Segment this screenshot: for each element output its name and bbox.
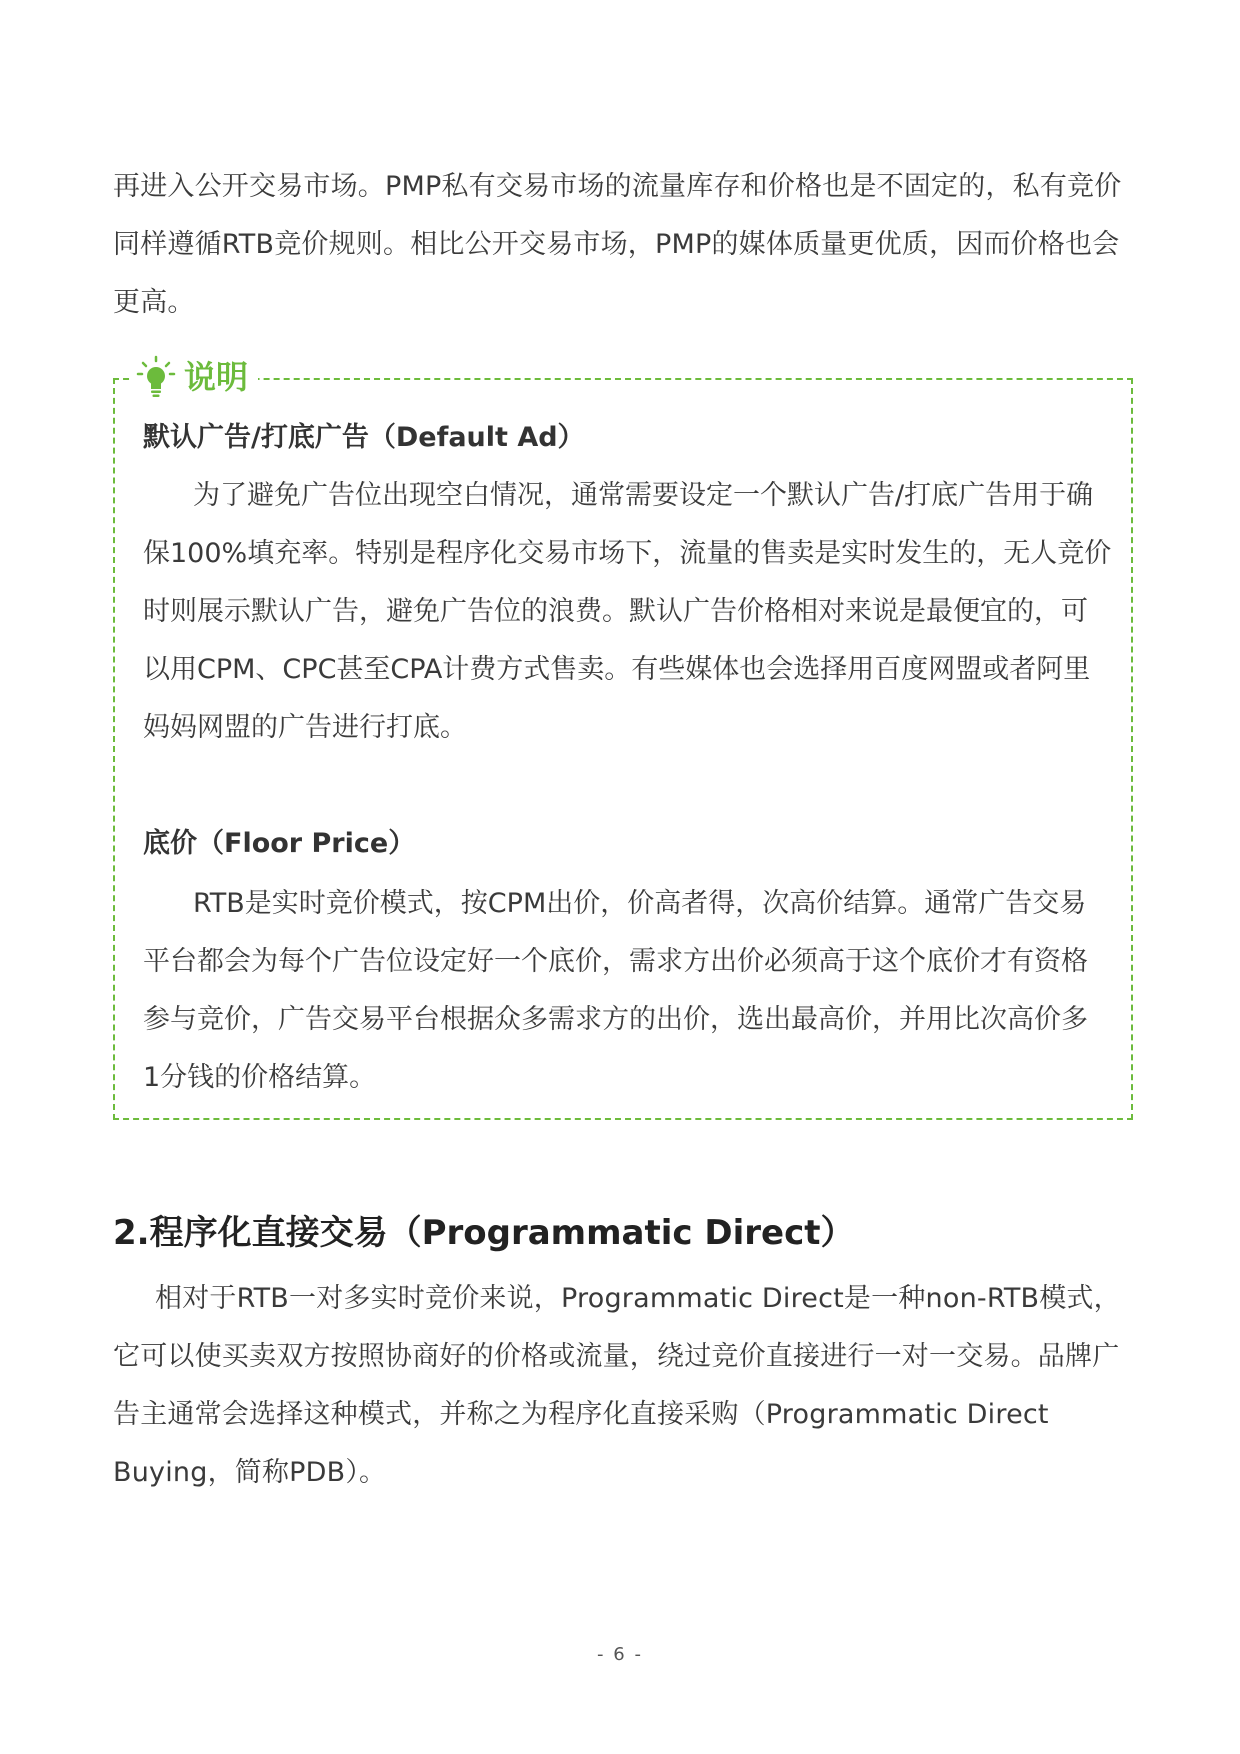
note-line: 以用CPM、CPC甚至CPA计费方式售卖。有些媒体也会选择用百度网盟或者阿里 [143, 654, 1091, 685]
note-line: 1分钱的价格结算。 [143, 1062, 377, 1093]
intro-line: 再进入公开交易市场。PMP私有交易市场的流量库存和价格也是不固定的，私有竞价 [113, 171, 1122, 202]
note-title: 说明 [184, 358, 249, 396]
note-line: 时则展示默认广告，避免广告位的浪费。默认广告价格相对来说是最便宜的，可 [143, 596, 1088, 627]
section-paragraph [113, 1270, 1133, 1502]
note-line: RTB是实时竞价模式，按CPM出价，价高者得，次高价结算。通常广告交易 [193, 888, 1087, 919]
section-line: 它可以使买卖双方按照协商好的价格或流量，绕过竞价直接进行一对一交易。品牌广 [113, 1341, 1120, 1372]
note-line: 平台都会为每个广告位设定好一个底价，需求方出价必须高于这个底价才有资格 [143, 946, 1088, 977]
note-line: 保100%填充率。特别是程序化交易市场下，流量的售卖是实时发生的，无人竞价 [143, 538, 1112, 569]
note-header [130, 352, 258, 402]
page-number: - 6 - [597, 1644, 643, 1665]
note-paragraph-floor-price [143, 875, 1123, 1107]
section-heading: 2.程序化直接交易（Programmatic Direct） [113, 1213, 855, 1253]
note-heading-floor-price: 底价（Floor Price） [143, 828, 416, 859]
section-line: 告主通常会选择这种模式，并称之为程序化直接采购（Programmatic Direct [113, 1399, 1049, 1430]
note-paragraph-default-ad [143, 467, 1123, 757]
note-heading-default-ad: 默认广告/打底广告（Default Ad） [143, 422, 585, 453]
intro-line: 更高。 [113, 287, 195, 318]
note-line: 妈妈网盟的广告进行打底。 [143, 712, 467, 743]
lightbulb-icon [136, 355, 176, 399]
intro-paragraph [113, 158, 1133, 332]
intro-line: 同样遵循RTB竞价规则。相比公开交易市场，PMP的媒体质量更优质，因而价格也会 [113, 229, 1120, 260]
section-line: Buying，简称PDB）。 [113, 1457, 387, 1488]
note-line: 为了避免广告位出现空白情况，通常需要设定一个默认广告/打底广告用于确 [193, 480, 1094, 511]
note-line: 参与竞价，广告交易平台根据众多需求方的出价，选出最高价，并用比次高价多 [143, 1004, 1088, 1035]
section-line: 相对于RTB一对多实时竞价来说，Programmatic Direct是一种non-RTB模式， [155, 1283, 1121, 1314]
